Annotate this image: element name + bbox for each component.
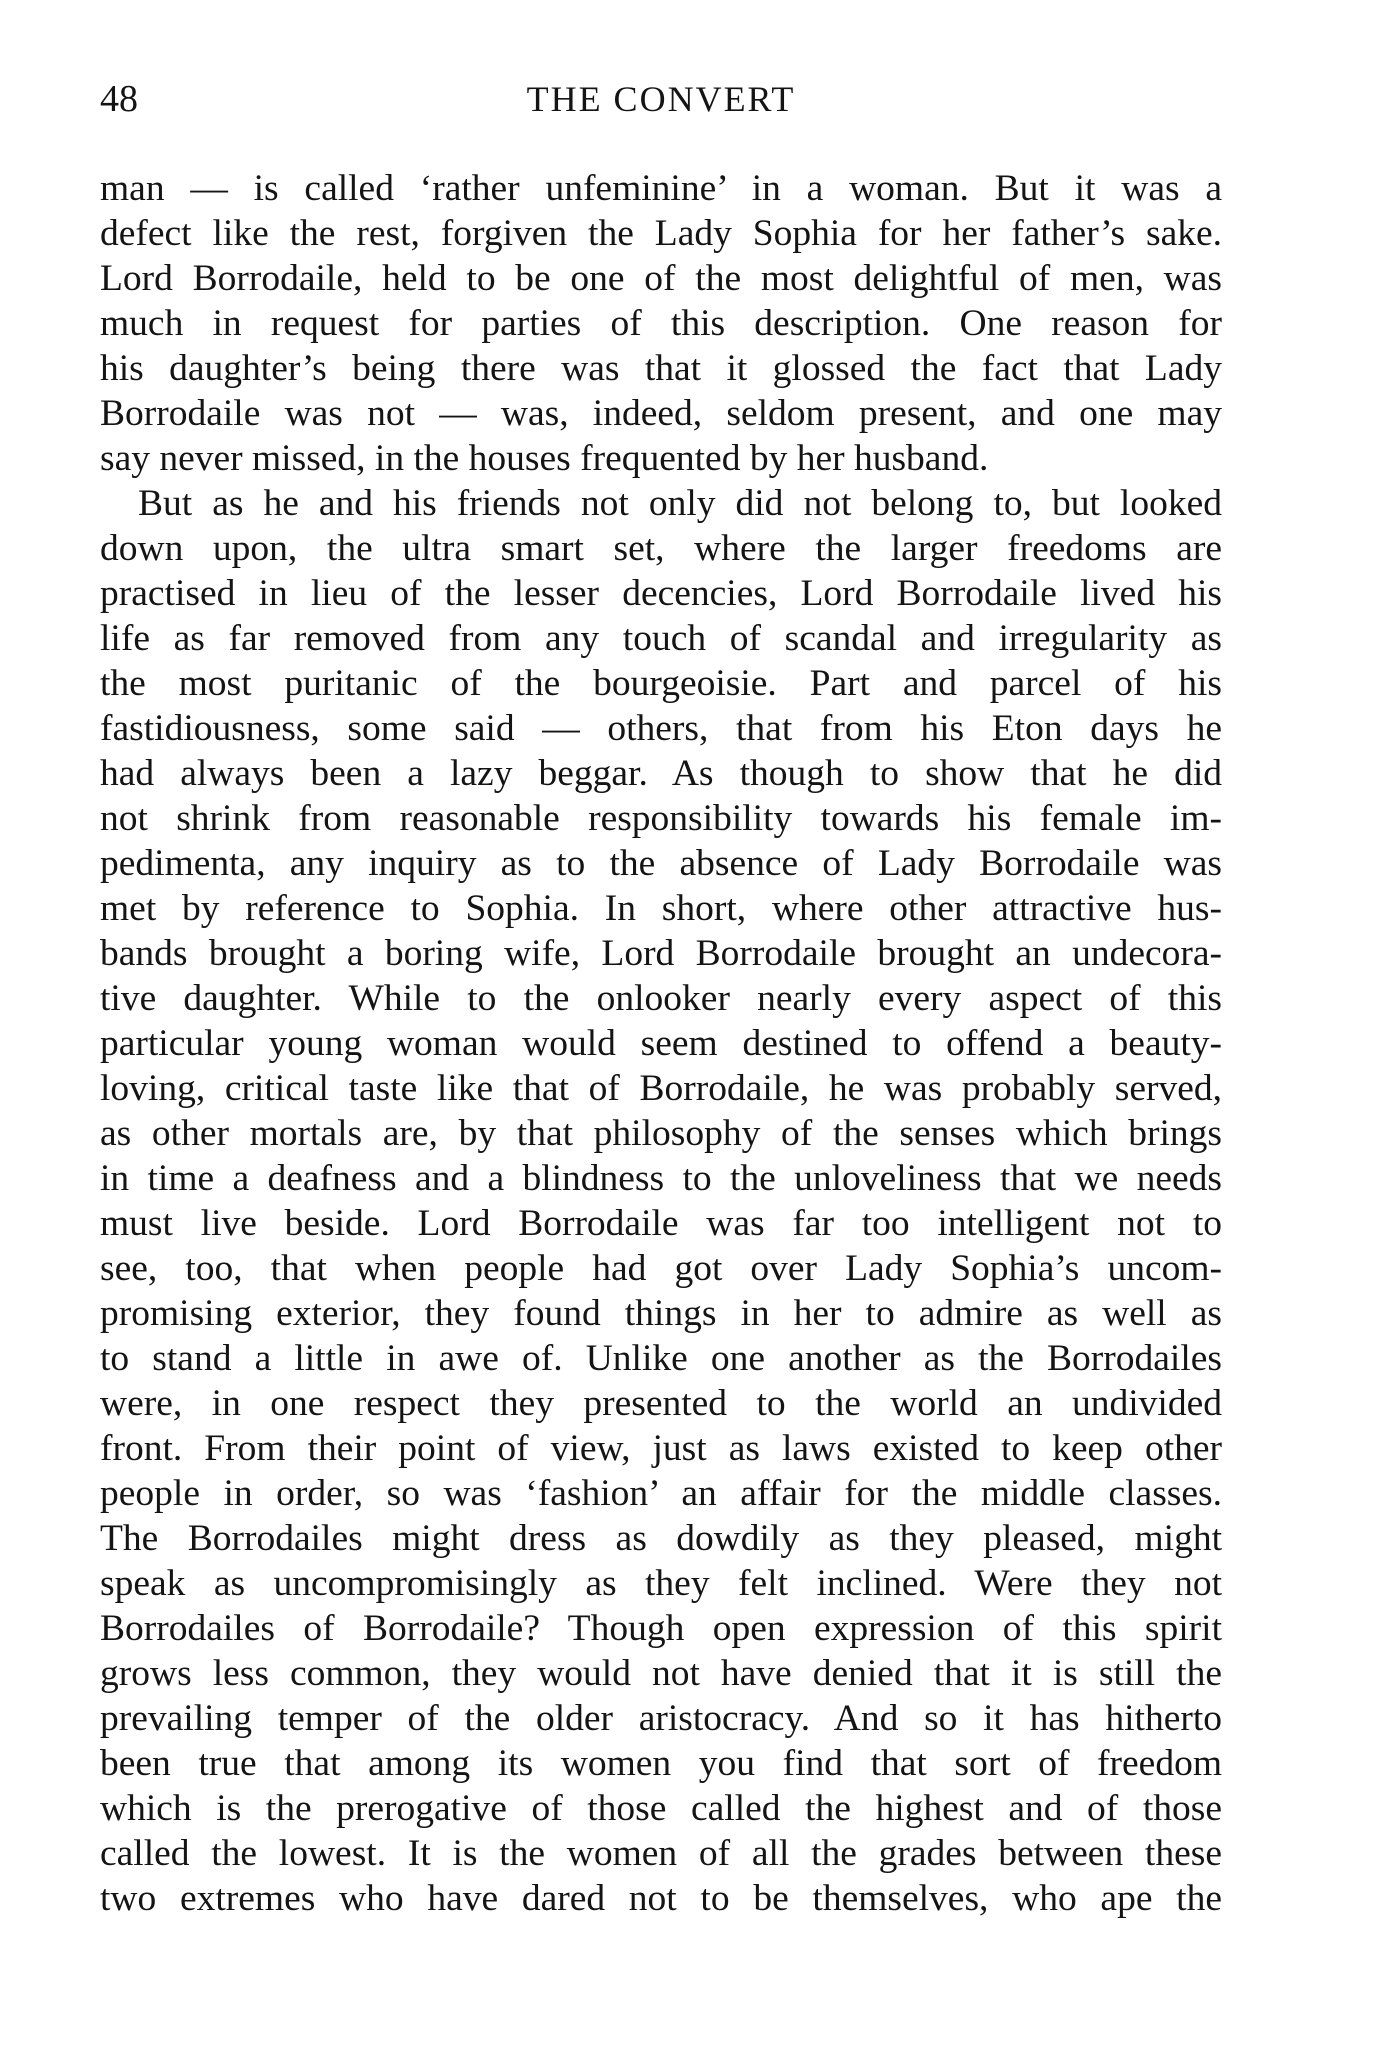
text-line: promising exterior, they found things in her to admire as well as xyxy=(100,1293,1222,1334)
text-line: to stand a little in awe of. Unlike one another as the Borrodailes xyxy=(100,1338,1222,1379)
text-line: say never missed, in the houses frequented by her husband. xyxy=(100,438,989,479)
text-line: Lord Borrodaile, held to be one of the most delightful of men, was xyxy=(100,258,1222,299)
paragraph xyxy=(100,481,1222,1921)
text-line: down upon, the ultra smart set, where the larger freedoms are xyxy=(100,528,1222,569)
text-line: been true that among its women you find that sort of freedom xyxy=(100,1743,1222,1784)
text-line: man — is called ‘rather unfeminine’ in a woman. But it was a xyxy=(100,168,1222,209)
text-line: two extremes who have dared not to be themselves, who ape the xyxy=(100,1878,1222,1919)
paragraph xyxy=(100,166,1222,481)
text-line: tive daughter. While to the onlooker nearly every aspect of this xyxy=(100,978,1222,1019)
text-line: pedimenta, any inquiry as to the absence of Lady Borrodaile was xyxy=(100,843,1222,884)
text-line: front. From their point of view, just as laws existed to keep other xyxy=(100,1428,1222,1469)
text-line: Borrodaile was not — was, indeed, seldom present, and one may xyxy=(100,393,1222,434)
text-line: prevailing temper of the older aristocracy. And so it has hitherto xyxy=(100,1698,1222,1739)
text-line: had always been a lazy beggar. As though to show that he did xyxy=(100,753,1222,794)
text-line: met by reference to Sophia. In short, where other attractive hus- xyxy=(100,888,1222,929)
text-line: which is the prerogative of those called the highest and of those xyxy=(100,1788,1222,1829)
text-line: defect like the rest, forgiven the Lady Sophia for her father’s sake. xyxy=(100,213,1222,254)
text-line: practised in lieu of the lesser decencies, Lord Borrodaile lived his xyxy=(100,573,1222,614)
text-line: the most puritanic of the bourgeoisie. Part and parcel of his xyxy=(100,663,1222,704)
text-line: not shrink from reasonable responsibility towards his female im- xyxy=(100,798,1222,839)
text-line: his daughter’s being there was that it glossed the fact that Lady xyxy=(100,348,1222,389)
text-line: as other mortals are, by that philosophy of the senses which brings xyxy=(100,1113,1222,1154)
text-line: bands brought a boring wife, Lord Borrodaile brought an undecora- xyxy=(100,933,1222,974)
text-line: The Borrodailes might dress as dowdily as they pleased, might xyxy=(100,1518,1222,1559)
text-line: Borrodailes of Borrodaile? Though open expression of this spirit xyxy=(100,1608,1222,1649)
text-line: But as he and his friends not only did not belong to, but looked xyxy=(138,483,1222,524)
text-line: fastidiousness, some said — others, that from his Eton days he xyxy=(100,708,1222,749)
text-line: called the lowest. It is the women of all the grades between these xyxy=(100,1833,1222,1874)
body-text xyxy=(100,166,1222,1921)
page-number: 48 xyxy=(100,78,138,120)
text-line: loving, critical taste like that of Borrodaile, he was probably served, xyxy=(100,1068,1222,1109)
text-line: grows less common, they would not have denied that it is still the xyxy=(100,1653,1222,1694)
text-line: life as far removed from any touch of scandal and irregularity as xyxy=(100,618,1222,659)
text-line: must live beside. Lord Borrodaile was far too intelligent not to xyxy=(100,1203,1222,1244)
text-line: see, too, that when people had got over Lady Sophia’s uncom- xyxy=(100,1248,1222,1289)
text-line: much in request for parties of this description. One reason for xyxy=(100,303,1222,344)
text-line: were, in one respect they presented to the world an undivided xyxy=(100,1383,1222,1424)
running-head xyxy=(100,76,1222,122)
text-line: people in order, so was ‘fashion’ an affair for the middle classes. xyxy=(100,1473,1222,1514)
text-line: in time a deafness and a blindness to the unloveliness that we needs xyxy=(100,1158,1222,1199)
text-line: speak as uncompromisingly as they felt inclined. Were they not xyxy=(100,1563,1222,1604)
text-line: particular young woman would seem destined to offend a beauty- xyxy=(100,1023,1222,1064)
running-title: THE CONVERT xyxy=(526,79,796,119)
